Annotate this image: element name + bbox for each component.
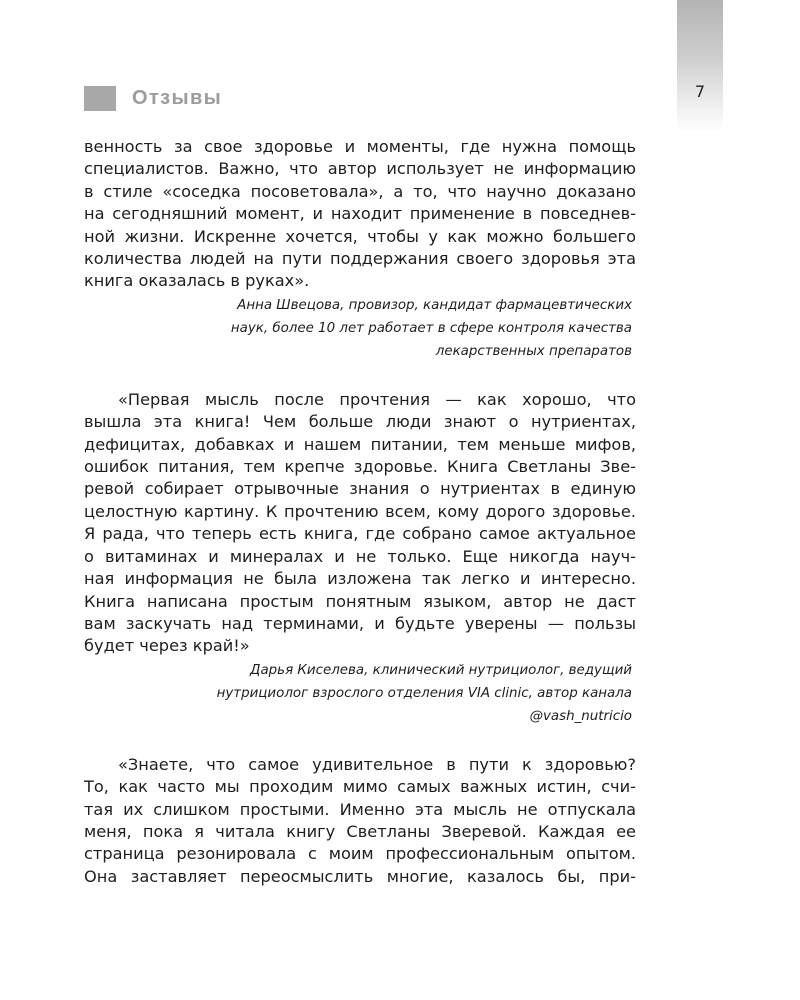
text-line: книга оказалась в руках».	[84, 271, 310, 291]
text-line: То, как часто мы проходим мимо самых важных истин, счи-	[84, 777, 636, 797]
page-edge-tab	[677, 0, 723, 132]
signature-line: Дарья Киселева, клинический нутрициолог, ведущий	[250, 662, 632, 678]
text-line: Книга написана простым понятным языком, автор не даст	[84, 591, 636, 611]
text-line: Я рада, что теперь есть книга, где собрано самое актуальное	[84, 524, 636, 544]
signature-line: лекарственных препаратов	[435, 343, 632, 359]
text-line: в стиле «соседка посоветовала», а то, что научно доказано	[84, 181, 636, 201]
text-line: о витаминах и минералах и не только. Еще никогда науч-	[84, 546, 636, 566]
section-title: Отзывы	[132, 87, 223, 109]
text-line: ревой собирает отрывочные знания о нутриентах в единую	[84, 479, 636, 499]
signature-line: @vash_nutricio	[529, 708, 632, 724]
page-content	[84, 136, 636, 888]
review-text	[84, 389, 636, 658]
text-line: будет через край!»	[84, 636, 250, 656]
text-line: венность за свое здоровье и моменты, где нужна помощь	[84, 137, 636, 156]
section-header	[84, 86, 222, 111]
text-line: ная информация не была изложена так легко и интересно.	[84, 569, 636, 589]
text-line: вам заскучать над терминами, и будьте уверены — пользы	[84, 613, 636, 633]
signature-line: Анна Швецова, провизор, кандидат фармацевтических	[237, 297, 632, 313]
review-signature	[84, 659, 632, 728]
text-line: на сегодняшний момент, и находит применение в повседнев-	[84, 204, 636, 224]
text-line: «Знаете, что самое удивительное в пути к здоровью?	[118, 754, 636, 774]
text-line: страница резонировала с моим профессиональным опытом.	[84, 844, 636, 864]
text-line: ошибок питания, тем крепче здоровье. Книга Светланы Зве-	[84, 457, 636, 477]
text-line: целостную картину. К прочтению всем, кому дорого здоровье.	[84, 501, 636, 521]
text-line: вышла эта книга! Чем больше люди знают о нутриентах,	[84, 412, 636, 432]
section-marker	[84, 86, 116, 111]
text-line: дефицитах, добавках и нашем питании, тем меньше мифов,	[84, 434, 636, 454]
text-line: «Первая мысль после прочтения — как хорошо, что	[118, 389, 636, 409]
review-text	[84, 136, 636, 293]
review-text	[84, 754, 636, 888]
review-signature	[84, 294, 632, 363]
signature-line: нутрициолог взрослого отделения VIA clinic, автор канала	[216, 685, 632, 701]
page-number: 7	[694, 82, 706, 101]
text-line: ной жизни. Искренне хочется, чтобы у как можно большего	[84, 226, 636, 246]
text-line: Она заставляет переосмыслить многие, казалось бы, при-	[84, 866, 636, 886]
text-line: специалистов. Важно, что автор использует не информацию	[84, 159, 636, 179]
text-line: тая их слишком простыми. Именно эта мысль не отпускала	[84, 799, 636, 819]
signature-line: наук, более 10 лет работает в сфере контроля качества	[230, 320, 632, 336]
text-line: меня, пока я читала книгу Светланы Зверевой. Каждая ее	[84, 821, 636, 841]
text-line: количества людей на пути поддержания своего здоровья эта	[84, 249, 636, 269]
